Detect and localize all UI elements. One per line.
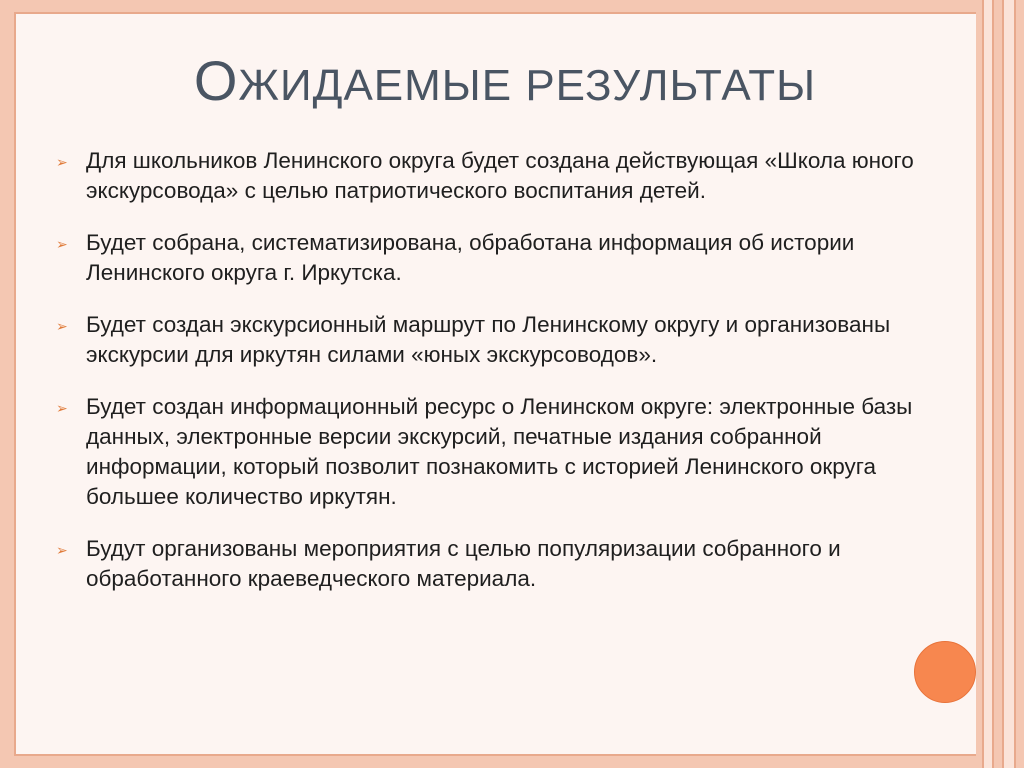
right-stripe-7 [1004,0,1014,768]
title-first-letter: О [193,49,239,112]
slide-title [0,48,1010,113]
bullet-item [56,310,936,370]
right-stripe-3 [984,0,992,768]
bullet-item [56,534,936,594]
arrow-bullet-icon: ➢ [56,543,68,559]
bullet-text: Будет создан экскурсионный маршрут по Ленинскому округу и организованы экскурсии для иркутян силами «юных экскурсоводов». [86,312,891,367]
frame-left-border [0,0,14,768]
bullet-item [56,228,936,288]
bullet-item [56,146,936,206]
bullet-text: Будет создан информационный ресурс о Ленинском округе: электронные базы данных, электронные версии экскурсий, печатные издания собранной информации, который позволит познакомить с историей Ленинского округа большее количество иркутян. [86,394,913,509]
bullet-list [56,146,936,616]
decorative-orange-circle [914,641,976,703]
arrow-bullet-icon: ➢ [56,319,68,335]
frame-bottom-border [0,756,1024,768]
bullet-text: Для школьников Ленинского округа будет создана действующая «Школа юного экскурсовода» с целью патриотического воспитания детей. [86,148,914,203]
right-stripe-9 [1016,0,1024,768]
bullet-item [56,392,936,512]
arrow-bullet-icon: ➢ [56,237,68,253]
frame-top-border [0,0,1024,12]
arrow-bullet-icon: ➢ [56,155,68,171]
frame-bottom-inner-line [14,754,976,756]
bullet-text: Будут организованы мероприятия с целью популяризации собранного и обработанного краеведческого материала. [86,536,841,591]
bullet-text: Будет собрана, систематизирована, обработана информация об истории Ленинского округа г. Иркутска. [86,230,855,285]
title-rest: ЖИДАЕМЫЕ РЕЗУЛЬТАТЫ [238,61,817,110]
right-stripe-5 [994,0,1002,768]
arrow-bullet-icon: ➢ [56,401,68,417]
